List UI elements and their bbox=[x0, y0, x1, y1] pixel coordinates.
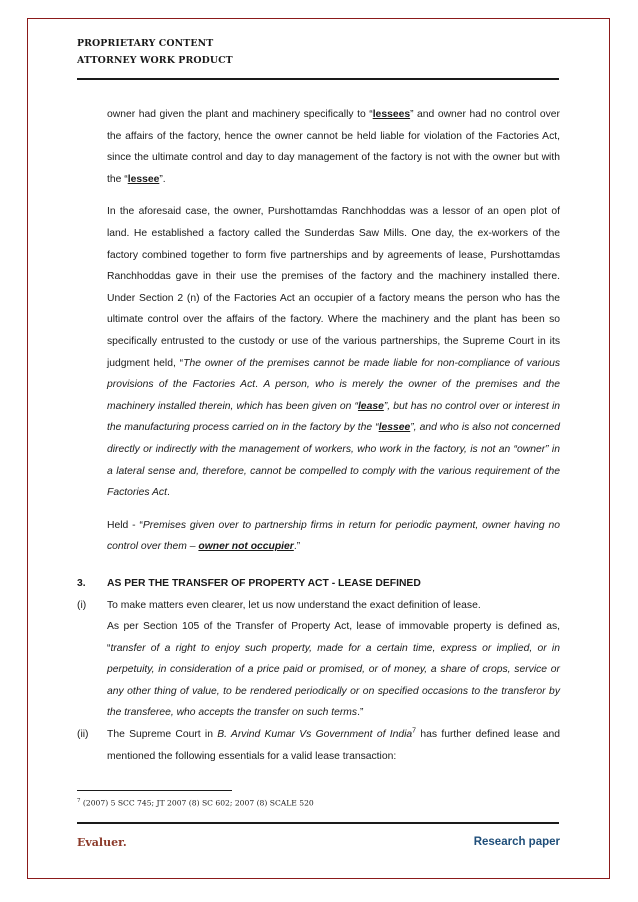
section-number: 3. bbox=[77, 578, 86, 589]
section-title: AS PER THE TRANSFER OF PROPERTY ACT - LEASE DEFINED bbox=[107, 578, 421, 589]
paragraph-held: Held - “Premises given over to partnership firms in return for periodic payment, owner having no control over them – owner not occupier.” bbox=[107, 519, 560, 553]
term-lessee-2: lessee bbox=[378, 422, 411, 434]
term-lessee: lessee bbox=[127, 173, 160, 185]
footer-label: Research paper bbox=[473, 836, 560, 848]
term-owner-not-occupier: owner not occupier bbox=[198, 541, 294, 553]
header-proprietary: PROPRIETARY CONTENT bbox=[77, 38, 214, 49]
body-block-1 bbox=[107, 104, 560, 558]
footnote-ref[interactable]: 7 bbox=[412, 727, 417, 735]
item-ii-marker: (ii) bbox=[77, 729, 89, 740]
item-i-line: To make matters even clearer, let us now understand the exact definition of lease. bbox=[107, 600, 481, 611]
lease-definition: As per Section 105 of the Transfer of Property Act, lease of immovable property is defined as, “transfer of a right to enjoy such property, made for a certain time, express or implied, or in perpetuity, in consideration of a price paid or promised, or of money, a share of crops, service or any other thing of value, to be rendered periodically or on specified occasions to the transferor by the transferee, who accepts the transfer on such terms.” bbox=[107, 621, 560, 719]
item-ii-text: The Supreme Court in B. Arvind Kumar Vs Government of India$^7$ has further defined lease and mentioned the following essentials for a valid lease transaction: bbox=[107, 727, 560, 762]
footer-brand: Evaluer. bbox=[77, 836, 127, 849]
item-i-marker: (i) bbox=[77, 600, 87, 611]
term-lessees: lessees bbox=[372, 109, 411, 120]
paragraph-1: owner had given the plant and machinery specifically to “lessees” and owner had no control over the affairs of the factory, hence the owner cannot be held liable for violation of the Factories Act, since the ultimate control and day to day management of the factory is not with the owner but with the “lessee”. bbox=[107, 109, 560, 185]
case-name: B. Arvind Kumar Vs Government of India bbox=[217, 729, 413, 740]
footer-rule bbox=[77, 822, 559, 824]
header-work-product: ATTORNEY WORK PRODUCT bbox=[77, 55, 233, 66]
footnote: $^7$ (2007) 5 SCC 745; JT 2007 (8) SC 602; 2007 (8) SCALE 520 bbox=[77, 798, 314, 808]
paragraph-2: In the aforesaid case, the owner, Purshottamdas Ranchhoddas was a lessor of an open plot of land. He established a factory called the Sunderdas Saw Mills. One day, the ex-workers of the factory combined together to form five partnerships and by agreements of lease, Purshottamdas Ranchhoddas gave in their use the premises of the factory and the machinery installed there. Under Section 2 (n) of the Factories Act an occupier of a factory means the person who has the ultimate control over the affairs of the factory. Where the machinery and the plant has been so specifically entrusted to the custody or use of the various partnerships, the Supreme Court in its judgment held, “The owner of the premises cannot be made liable for non-compliance of various provisions of the Factories Act. A person, who is merely the owner of the premises and the machinery installed therein, which has been given on “lease”, but has no control over or interest in the manufacturing process carried on in the factory by the “lessee”, and who is also not concerned directly or indirectly with the management of workers, who work in the factory, is not an “owner” in a lateral sense and, therefore, cannot be compelled to comply with the various requirement of the Factories Act. bbox=[107, 206, 561, 499]
footnote-rule bbox=[77, 790, 232, 791]
header-rule bbox=[77, 78, 559, 80]
term-lease: lease bbox=[357, 400, 384, 412]
